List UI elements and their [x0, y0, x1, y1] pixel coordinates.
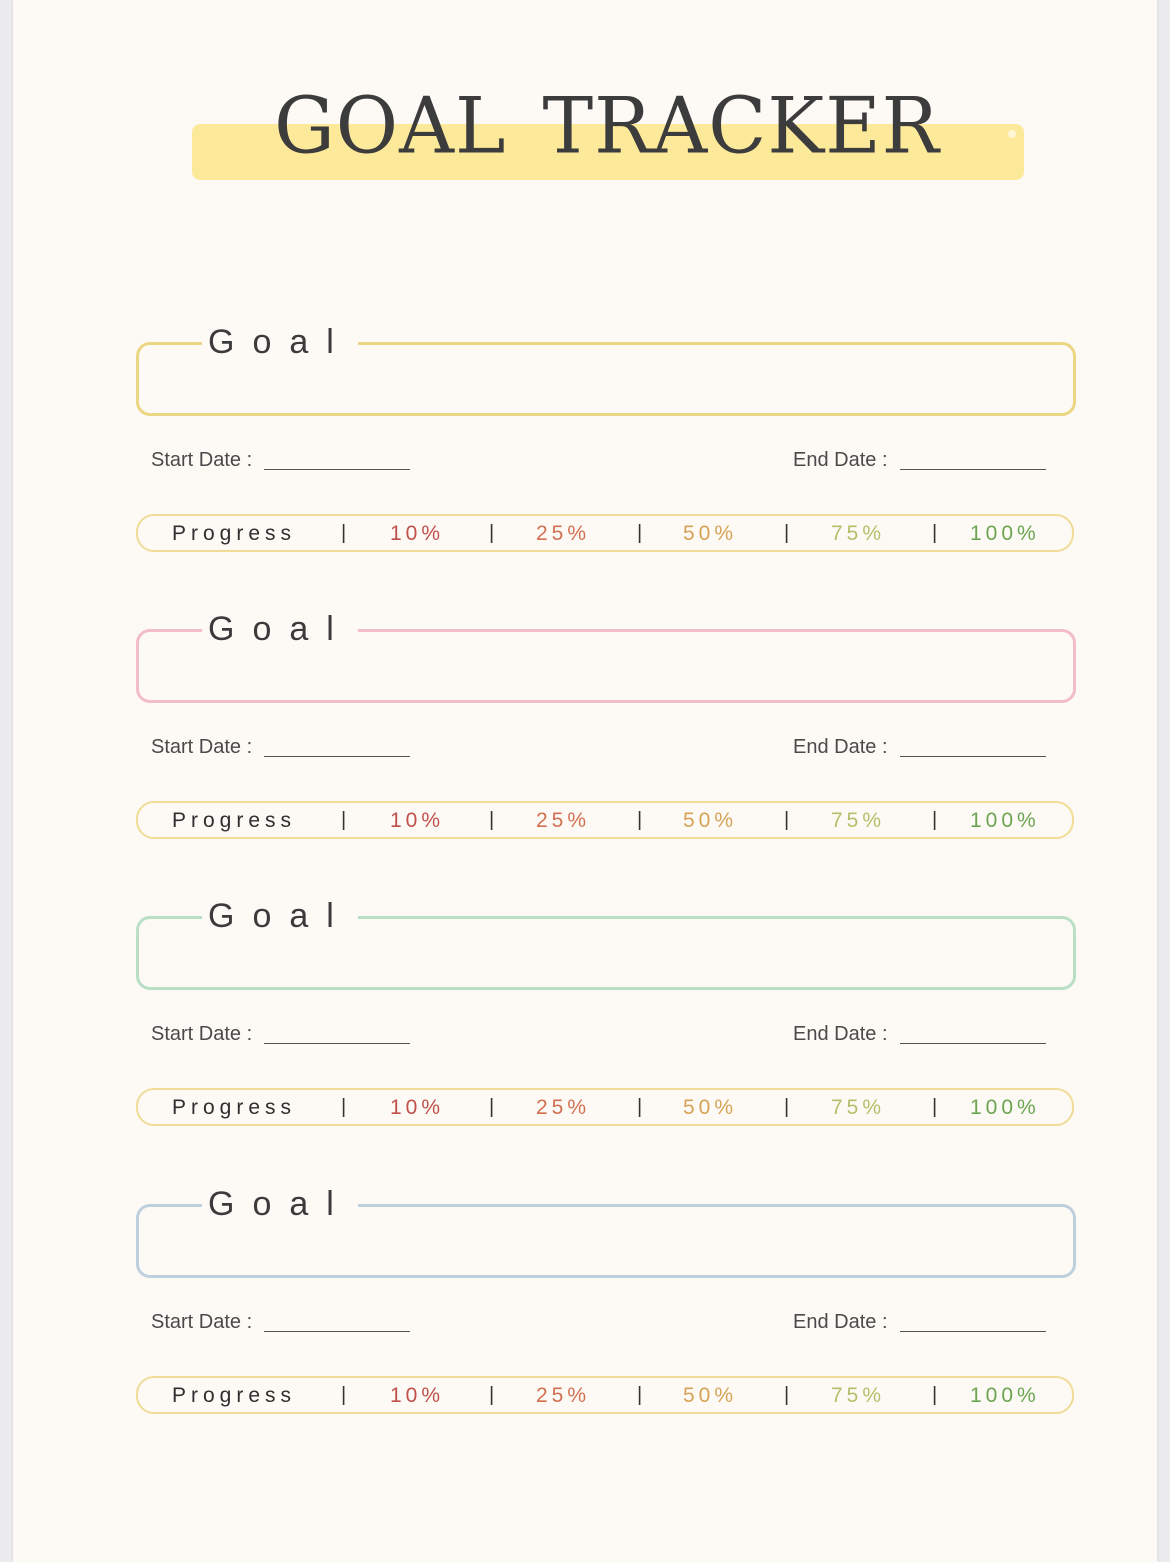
progress-step-50[interactable]: 50% — [683, 522, 738, 545]
start-date-field[interactable] — [151, 736, 410, 766]
progress-separator: | — [489, 522, 495, 544]
progress-separator: | — [784, 522, 790, 544]
end-date-field[interactable] — [793, 449, 1046, 479]
goal-label: Goal — [202, 322, 358, 362]
progress-separator: | — [784, 1096, 790, 1118]
progress-separator: | — [341, 1384, 347, 1406]
end-date-field[interactable] — [793, 1311, 1046, 1341]
progress-step-75[interactable]: 75% — [831, 1384, 886, 1407]
start-date-line[interactable] — [264, 1043, 410, 1044]
progress-separator: | — [637, 522, 643, 544]
progress-step-100[interactable]: 100% — [970, 1384, 1040, 1407]
goal-label: Goal — [202, 1184, 358, 1224]
progress-separator: | — [489, 1384, 495, 1406]
start-date-line[interactable] — [264, 1331, 410, 1332]
progress-separator: | — [341, 1096, 347, 1118]
progress-bar — [136, 514, 1074, 552]
end-date-label: End Date : — [793, 736, 888, 758]
progress-step-50[interactable]: 50% — [683, 1096, 738, 1119]
goal-section — [0, 609, 1170, 896]
goal-label: Goal — [202, 896, 358, 936]
title-word-tracker: TRACKER — [542, 80, 940, 171]
goal-section — [0, 896, 1170, 1183]
progress-step-75[interactable]: 75% — [831, 809, 886, 832]
progress-separator: | — [489, 809, 495, 831]
progress-separator: | — [637, 809, 643, 831]
progress-separator: | — [637, 1096, 643, 1118]
progress-step-75[interactable]: 75% — [831, 522, 886, 545]
end-date-line[interactable] — [900, 1331, 1046, 1332]
end-date-line[interactable] — [900, 469, 1046, 470]
goal-section — [0, 1184, 1170, 1471]
start-date-label: Start Date : — [151, 736, 253, 758]
progress-step-10[interactable]: 10% — [390, 522, 445, 545]
title-word-goal: GOAL — [274, 80, 507, 171]
progress-separator: | — [932, 809, 938, 831]
end-date-line[interactable] — [900, 756, 1046, 757]
end-date-label: End Date : — [793, 449, 888, 471]
progress-separator: | — [784, 1384, 790, 1406]
progress-separator: | — [932, 1384, 938, 1406]
progress-label: Progress — [172, 1096, 297, 1119]
end-date-label: End Date : — [793, 1023, 888, 1045]
progress-step-50[interactable]: 50% — [683, 1384, 738, 1407]
start-date-line[interactable] — [264, 469, 410, 470]
start-date-field[interactable] — [151, 1311, 410, 1341]
end-date-line[interactable] — [900, 1043, 1046, 1044]
progress-step-75[interactable]: 75% — [831, 1096, 886, 1119]
start-date-field[interactable] — [151, 449, 410, 479]
progress-step-100[interactable]: 100% — [970, 1096, 1040, 1119]
start-date-label: Start Date : — [151, 1311, 253, 1333]
progress-step-25[interactable]: 25% — [536, 1096, 591, 1119]
progress-step-10[interactable]: 10% — [390, 809, 445, 832]
progress-separator: | — [341, 809, 347, 831]
progress-step-100[interactable]: 100% — [970, 809, 1040, 832]
progress-label: Progress — [172, 809, 297, 832]
progress-bar — [136, 1376, 1074, 1414]
goal-section — [0, 322, 1170, 609]
progress-step-10[interactable]: 10% — [390, 1096, 445, 1119]
end-date-field[interactable] — [793, 736, 1046, 766]
start-date-label: Start Date : — [151, 1023, 253, 1045]
start-date-label: Start Date : — [151, 449, 253, 471]
title-block — [0, 80, 1170, 190]
progress-separator: | — [489, 1096, 495, 1118]
progress-step-25[interactable]: 25% — [536, 1384, 591, 1407]
page-title — [22, 79, 1170, 173]
progress-separator: | — [932, 522, 938, 544]
progress-separator: | — [932, 1096, 938, 1118]
end-date-field[interactable] — [793, 1023, 1046, 1053]
progress-step-25[interactable]: 25% — [536, 809, 591, 832]
goal-label: Goal — [202, 609, 358, 649]
progress-bar — [136, 1088, 1074, 1126]
progress-label: Progress — [172, 1384, 297, 1407]
start-date-line[interactable] — [264, 756, 410, 757]
progress-step-100[interactable]: 100% — [970, 522, 1040, 545]
start-date-field[interactable] — [151, 1023, 410, 1053]
end-date-label: End Date : — [793, 1311, 888, 1333]
progress-step-50[interactable]: 50% — [683, 809, 738, 832]
progress-step-10[interactable]: 10% — [390, 1384, 445, 1407]
progress-separator: | — [341, 522, 347, 544]
progress-label: Progress — [172, 522, 297, 545]
progress-separator: | — [637, 1384, 643, 1406]
progress-bar — [136, 801, 1074, 839]
progress-separator: | — [784, 809, 790, 831]
progress-step-25[interactable]: 25% — [536, 522, 591, 545]
